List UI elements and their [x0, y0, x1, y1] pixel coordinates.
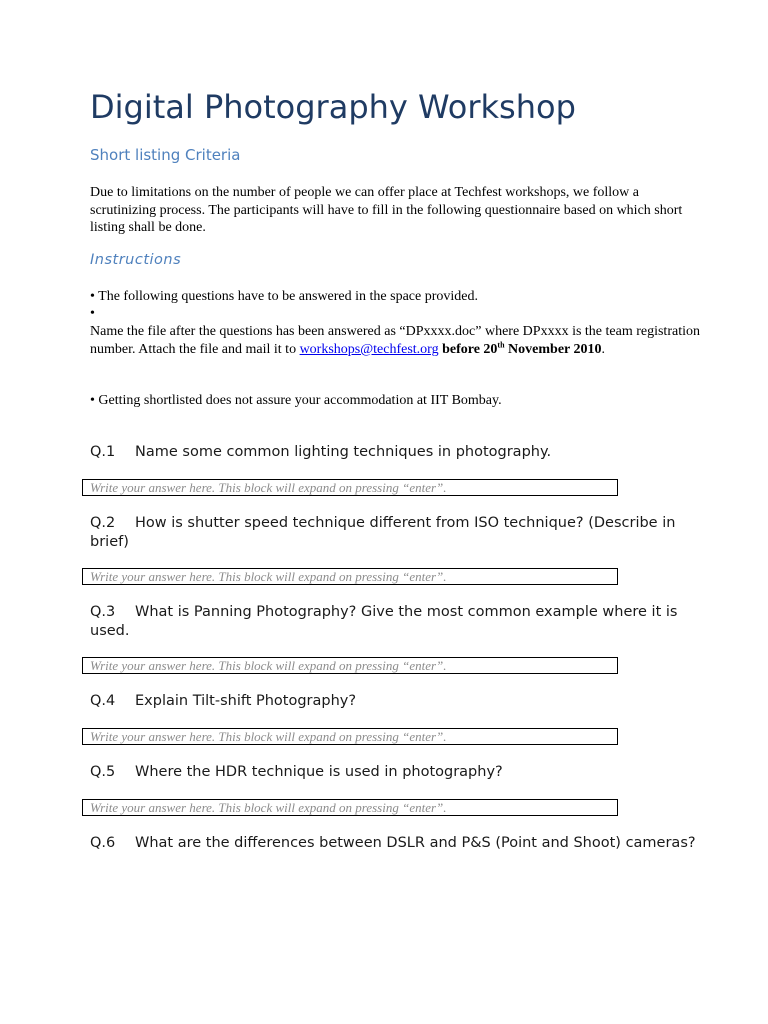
- deadline-text-a: before 20: [438, 341, 498, 357]
- deadline-period: .: [601, 341, 605, 357]
- deadline-text-b: November 2010: [504, 341, 602, 357]
- answer-field-3[interactable]: Write your answer here. This block will expand on pressing “enter”.: [82, 657, 618, 674]
- question-2: [90, 514, 700, 551]
- question-text: How is shutter speed technique different from ISO technique? (Describe in brief): [90, 515, 676, 550]
- intro-paragraph: Due to limitations on the number of people we can offer place at Techfest workshops, we follow a scrutinizing process. The participants will have to fill in the following questionnaire based on which short listing shall be done.: [90, 185, 683, 235]
- answer-field-5[interactable]: Write your answer here. This block will expand on pressing “enter”.: [82, 799, 618, 816]
- question-number: Q.4: [90, 693, 116, 709]
- question-text: What are the differences between DSLR and P&S (Point and Shoot) cameras?: [135, 835, 696, 851]
- question-number: Q.3: [90, 604, 116, 620]
- instruction-bullet-1: • The following questions have to be answered in the space provided.: [90, 289, 478, 304]
- question-number: Q.6: [90, 835, 116, 851]
- email-link[interactable]: workshops@techfest.org: [299, 341, 439, 357]
- question-text: Name some common lighting techniques in photography.: [135, 444, 552, 460]
- answer-field-4[interactable]: Write your answer here. This block will expand on pressing “enter”.: [82, 728, 618, 745]
- deadline-superscript: th: [497, 339, 505, 349]
- instruction-bullet-3: • Getting shortlisted does not assure your accommodation at IIT Bombay.: [90, 393, 502, 408]
- question-5: [90, 763, 700, 782]
- question-number: Q.5: [90, 764, 116, 780]
- question-number: Q.2: [90, 515, 116, 531]
- question-4: [90, 692, 700, 711]
- instructions-heading: Instructions: [90, 252, 182, 268]
- instruction-bullet-2: [90, 323, 700, 358]
- question-text: What is Panning Photography? Give the most common example where it is used.: [90, 604, 678, 639]
- document-title: Digital Photography Workshop: [90, 88, 576, 126]
- bullet-marker: •: [90, 306, 95, 321]
- question-3: [90, 603, 700, 640]
- section-heading-shortlisting: Short listing Criteria: [90, 146, 241, 164]
- question-6: [90, 834, 700, 853]
- answer-field-2[interactable]: Write your answer here. This block will expand on pressing “enter”.: [82, 568, 618, 585]
- question-text: Explain Tilt-shift Photography?: [135, 693, 357, 709]
- instruction-bullet-2-text: Name the file after the questions has been answered as “DPxxxx.doc” where DPxxxx is the team registration number. Attach the file and mail it to: [90, 324, 700, 357]
- answer-field-1[interactable]: Write your answer here. This block will expand on pressing “enter”.: [82, 479, 618, 496]
- question-1: [90, 443, 700, 462]
- question-text: Where the HDR technique is used in photography?: [135, 764, 503, 780]
- question-number: Q.1: [90, 444, 116, 460]
